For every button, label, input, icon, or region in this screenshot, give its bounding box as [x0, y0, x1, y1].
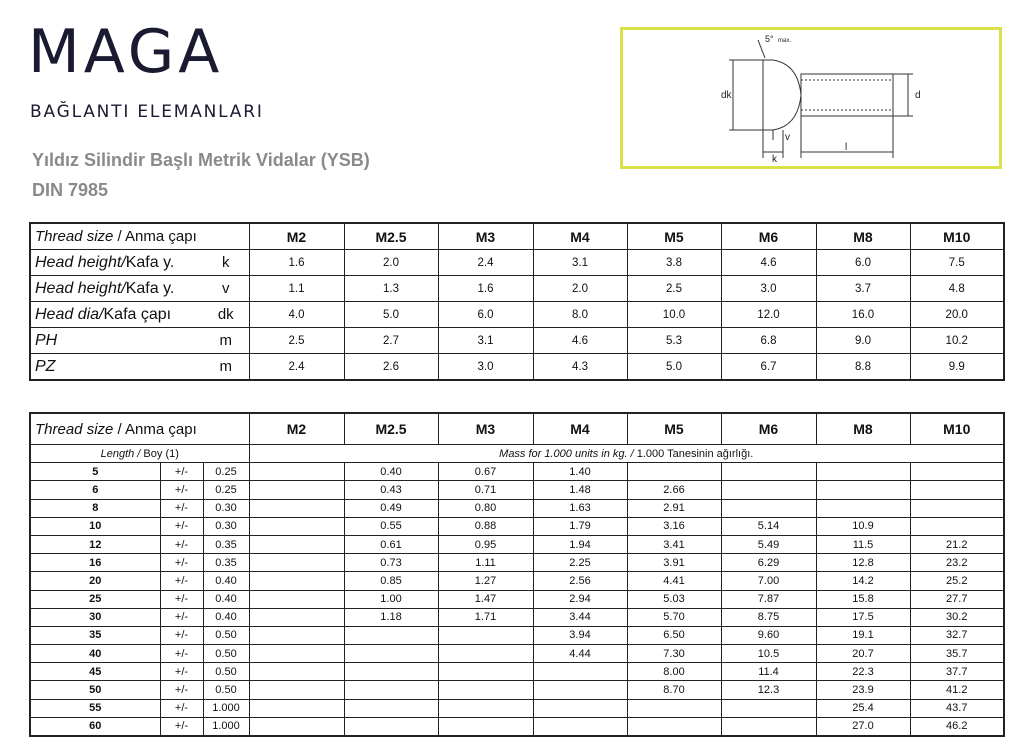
mass-value: 3.91 [627, 554, 721, 572]
mass-value [438, 663, 533, 681]
tolerance-sign: +/- [160, 681, 203, 699]
mass-value: 19.1 [816, 626, 910, 644]
mass-value: 0.88 [438, 517, 533, 535]
mass-value [721, 499, 816, 517]
mass-value: 4.44 [533, 645, 627, 663]
dimension-symbol: k [203, 250, 249, 276]
dk-label: dk [721, 90, 732, 101]
length-mass-label-row [30, 445, 1004, 463]
mass-value: 23.9 [816, 681, 910, 699]
dimension-value: 3.0 [438, 354, 533, 381]
dimension-value: 6.0 [816, 250, 910, 276]
size-header: M4 [533, 413, 627, 445]
length-value: 6 [30, 481, 160, 499]
dimension-value: 1.6 [249, 250, 344, 276]
mass-value [438, 626, 533, 644]
dimension-value: 10.0 [627, 302, 721, 328]
dimension-row [30, 354, 1004, 381]
length-value: 20 [30, 572, 160, 590]
mass-value: 35.7 [910, 645, 1004, 663]
tolerance-sign: +/- [160, 535, 203, 553]
mass-value: 10.9 [816, 517, 910, 535]
mass-value [627, 717, 721, 736]
dimension-value: 6.8 [721, 328, 816, 354]
mass-value: 11.4 [721, 663, 816, 681]
tolerance-value: 0.50 [203, 645, 249, 663]
dimension-value: 2.7 [344, 328, 438, 354]
mass-value: 12.3 [721, 681, 816, 699]
tolerance-sign: +/- [160, 663, 203, 681]
mass-value: 37.7 [910, 663, 1004, 681]
length-value: 25 [30, 590, 160, 608]
dimension-label-tr: Kafa çapı [103, 305, 172, 323]
mass-value: 2.91 [627, 499, 721, 517]
mass-value [533, 699, 627, 717]
tolerance-value: 1.000 [203, 717, 249, 736]
mass-value [249, 481, 344, 499]
tolerance-value: 0.40 [203, 572, 249, 590]
tolerance-value: 0.25 [203, 481, 249, 499]
mass-value: 1.79 [533, 517, 627, 535]
tolerance-value: 0.50 [203, 681, 249, 699]
mass-value: 0.43 [344, 481, 438, 499]
tolerance-value: 0.30 [203, 517, 249, 535]
dimension-value: 3.8 [627, 250, 721, 276]
mass-value: 5.49 [721, 535, 816, 553]
mass-row [30, 535, 1004, 553]
mass-value [344, 626, 438, 644]
mass-value [816, 481, 910, 499]
mass-value [438, 645, 533, 663]
mass-value [344, 681, 438, 699]
dimension-value: 3.7 [816, 276, 910, 302]
dimension-label [30, 276, 203, 302]
length-value: 12 [30, 535, 160, 553]
mass-value: 0.61 [344, 535, 438, 553]
screw-diagram [620, 27, 1002, 169]
size-header: M2.5 [344, 413, 438, 445]
dimension-row [30, 250, 1004, 276]
mass-value [344, 717, 438, 736]
length-value: 45 [30, 663, 160, 681]
length-label-en: Length / [100, 447, 141, 460]
mass-value: 2.94 [533, 590, 627, 608]
dimension-label [30, 250, 203, 276]
l-label: l [845, 142, 848, 153]
dimension-value: 2.6 [344, 354, 438, 381]
dimension-value: 8.0 [533, 302, 627, 328]
size-header: M8 [816, 413, 910, 445]
mass-row [30, 626, 1004, 644]
dimension-value: 2.0 [344, 250, 438, 276]
mass-value [249, 499, 344, 517]
tolerance-value: 0.30 [203, 499, 249, 517]
mass-value: 0.55 [344, 517, 438, 535]
size-header: M3 [438, 413, 533, 445]
mass-value [344, 699, 438, 717]
mass-row [30, 463, 1004, 481]
mass-value: 25.2 [910, 572, 1004, 590]
dimension-label-en: Head height/ [35, 253, 126, 271]
mass-row [30, 554, 1004, 572]
mass-row [30, 681, 1004, 699]
mass-value [249, 590, 344, 608]
mass-value: 17.5 [816, 608, 910, 626]
screw-drawing [623, 30, 999, 166]
k-label: k [772, 154, 777, 165]
mass-value: 23.2 [910, 554, 1004, 572]
dimension-symbol: dk [203, 302, 249, 328]
dimension-label-en: PH [35, 331, 58, 349]
dimension-value: 4.6 [721, 250, 816, 276]
mass-value: 7.87 [721, 590, 816, 608]
tolerance-value: 0.25 [203, 463, 249, 481]
mass-value: 22.3 [816, 663, 910, 681]
mass-row [30, 699, 1004, 717]
mass-row [30, 608, 1004, 626]
size-header: M2.5 [344, 223, 438, 250]
dimension-value: 9.9 [910, 354, 1004, 381]
tolerance-value: 1.000 [203, 699, 249, 717]
dimension-value: 12.0 [721, 302, 816, 328]
mass-value: 4.41 [627, 572, 721, 590]
length-value: 60 [30, 717, 160, 736]
mass-value: 3.44 [533, 608, 627, 626]
mass-value [249, 681, 344, 699]
mass-value [249, 572, 344, 590]
mass-value: 27.0 [816, 717, 910, 736]
tolerance-value: 0.50 [203, 626, 249, 644]
length-value: 40 [30, 645, 160, 663]
dimension-value: 4.3 [533, 354, 627, 381]
mass-value: 21.2 [910, 535, 1004, 553]
mass-value: 1.27 [438, 572, 533, 590]
mass-row [30, 590, 1004, 608]
mass-value: 5.70 [627, 608, 721, 626]
mass-value [533, 663, 627, 681]
mass-value: 0.85 [344, 572, 438, 590]
mass-value: 1.18 [344, 608, 438, 626]
mass-label-tr: 1.000 Tanesinin ağırlığı. [633, 447, 754, 460]
length-value: 16 [30, 554, 160, 572]
angle-label: 5° [765, 34, 774, 44]
size-header: M10 [910, 223, 1004, 250]
mass-value: 25.4 [816, 699, 910, 717]
dimension-value: 8.8 [816, 354, 910, 381]
dimension-label-tr: Kafa y. [125, 279, 175, 297]
mass-value [249, 717, 344, 736]
standard-label: DIN 7985 [32, 180, 109, 200]
mass-value: 20.7 [816, 645, 910, 663]
mass-value: 5.03 [627, 590, 721, 608]
mass-value: 7.30 [627, 645, 721, 663]
dimensions-header-row [30, 223, 1004, 250]
mass-value: 1.11 [438, 554, 533, 572]
mass-value: 27.7 [910, 590, 1004, 608]
mass-value [249, 535, 344, 553]
mass-value [533, 681, 627, 699]
dimension-label [30, 328, 203, 354]
tolerance-sign: +/- [160, 590, 203, 608]
mass-value [816, 463, 910, 481]
length-value: 10 [30, 517, 160, 535]
size-header: M6 [721, 223, 816, 250]
size-header: M6 [721, 413, 816, 445]
dimension-value: 7.5 [910, 250, 1004, 276]
mass-value: 2.66 [627, 481, 721, 499]
mass-value: 8.00 [627, 663, 721, 681]
tolerance-sign: +/- [160, 608, 203, 626]
mass-value [910, 481, 1004, 499]
length-value: 8 [30, 499, 160, 517]
dimension-row [30, 276, 1004, 302]
dimension-label-en: Head dia/ [35, 305, 104, 323]
brand-subtitle: BAĞLANTI ELEMANLARI [30, 102, 264, 122]
dimension-value: 2.4 [249, 354, 344, 381]
mass-value: 3.16 [627, 517, 721, 535]
dimension-label [30, 354, 203, 381]
thread-size-label-tr: / Anma çapı [113, 228, 197, 245]
dimension-value: 4.8 [910, 276, 1004, 302]
mass-value: 10.5 [721, 645, 816, 663]
thread-size-label: Thread size [35, 420, 114, 438]
dimension-value: 2.5 [249, 328, 344, 354]
mass-value: 0.67 [438, 463, 533, 481]
size-header: M3 [438, 223, 533, 250]
mass-value [910, 517, 1004, 535]
dimension-value: 2.0 [533, 276, 627, 302]
mass-value [249, 663, 344, 681]
dimension-symbol: v [203, 276, 249, 302]
mass-value: 2.25 [533, 554, 627, 572]
mass-value [249, 517, 344, 535]
dimension-value: 1.3 [344, 276, 438, 302]
mass-row [30, 645, 1004, 663]
tolerance-sign: +/- [160, 645, 203, 663]
mass-value [249, 645, 344, 663]
mass-value [627, 699, 721, 717]
dimension-label-tr: Kafa y. [125, 253, 175, 271]
length-value: 5 [30, 463, 160, 481]
mass-value: 2.56 [533, 572, 627, 590]
mass-value [438, 699, 533, 717]
mass-value [344, 645, 438, 663]
size-header: M4 [533, 223, 627, 250]
thread-size-label-tr: / Anma çapı [113, 420, 197, 438]
dimension-symbol: m [203, 328, 249, 354]
dimension-symbol: m [203, 354, 249, 381]
mass-value [721, 463, 816, 481]
tolerance-value: 0.50 [203, 663, 249, 681]
length-value: 50 [30, 681, 160, 699]
dimension-value: 5.0 [627, 354, 721, 381]
mass-value [344, 663, 438, 681]
thread-size-header [30, 223, 249, 250]
screw-head [763, 60, 801, 130]
length-value: 35 [30, 626, 160, 644]
tolerance-sign: +/- [160, 699, 203, 717]
mass-value [249, 699, 344, 717]
dimension-value: 16.0 [816, 302, 910, 328]
mass-value: 1.00 [344, 590, 438, 608]
dimension-value: 5.0 [344, 302, 438, 328]
dimension-value: 5.3 [627, 328, 721, 354]
mass-value: 1.71 [438, 608, 533, 626]
mass-value [438, 717, 533, 736]
tolerance-sign: +/- [160, 626, 203, 644]
dimension-value: 6.0 [438, 302, 533, 328]
mass-label-en: Mass for 1.000 units in kg. / [499, 447, 634, 460]
mass-value: 0.71 [438, 481, 533, 499]
mass-header-row [30, 413, 1004, 445]
mass-value [816, 499, 910, 517]
v-label: v [785, 132, 790, 143]
mass-table [29, 412, 1005, 737]
length-value: 55 [30, 699, 160, 717]
mass-value: 0.95 [438, 535, 533, 553]
mass-value: 30.2 [910, 608, 1004, 626]
dimension-value: 3.1 [438, 328, 533, 354]
mass-value [721, 481, 816, 499]
mass-value [533, 717, 627, 736]
mass-row [30, 717, 1004, 736]
mass-row [30, 481, 1004, 499]
mass-value: 9.60 [721, 626, 816, 644]
brand-logo: MAGA [28, 17, 224, 87]
mass-value [721, 699, 816, 717]
mass-value: 8.75 [721, 608, 816, 626]
mass-value: 5.14 [721, 517, 816, 535]
angle-note: max. [778, 38, 792, 44]
mass-value [249, 626, 344, 644]
mass-value [627, 463, 721, 481]
dimension-label-en: Head height/ [35, 279, 126, 297]
size-header: M5 [627, 413, 721, 445]
mass-value: 46.2 [910, 717, 1004, 736]
length-value: 30 [30, 608, 160, 626]
size-header: M2 [249, 223, 344, 250]
thread-size-label: Thread size [35, 228, 114, 245]
mass-value: 32.7 [910, 626, 1004, 644]
mass-value [249, 554, 344, 572]
mass-value: 1.40 [533, 463, 627, 481]
length-label [30, 445, 249, 463]
dimension-label-en: PZ [35, 357, 56, 375]
mass-value: 1.63 [533, 499, 627, 517]
page-title: Yıldız Silindir Başlı Metrik Vidalar (YSB) [32, 150, 370, 170]
mass-row [30, 499, 1004, 517]
size-header: M10 [910, 413, 1004, 445]
length-label-tr: Boy (1) [140, 447, 179, 460]
mass-value: 0.49 [344, 499, 438, 517]
mass-value [721, 717, 816, 736]
dimension-row [30, 302, 1004, 328]
tolerance-value: 0.40 [203, 590, 249, 608]
mass-value: 6.50 [627, 626, 721, 644]
size-header: M2 [249, 413, 344, 445]
dimension-value: 10.2 [910, 328, 1004, 354]
dimension-value: 4.0 [249, 302, 344, 328]
dimension-value: 3.1 [533, 250, 627, 276]
mass-value: 0.40 [344, 463, 438, 481]
mass-value: 41.2 [910, 681, 1004, 699]
mass-value: 8.70 [627, 681, 721, 699]
mass-value: 0.80 [438, 499, 533, 517]
mass-value: 1.48 [533, 481, 627, 499]
dimension-label [30, 302, 203, 328]
tolerance-sign: +/- [160, 717, 203, 736]
mass-row [30, 663, 1004, 681]
mass-value: 15.8 [816, 590, 910, 608]
tolerance-sign: +/- [160, 463, 203, 481]
tolerance-sign: +/- [160, 554, 203, 572]
mass-value: 12.8 [816, 554, 910, 572]
mass-value [910, 499, 1004, 517]
dimension-row [30, 328, 1004, 354]
dimension-value: 3.0 [721, 276, 816, 302]
d-label: d [915, 90, 921, 101]
dimension-value: 1.6 [438, 276, 533, 302]
dimension-value: 9.0 [816, 328, 910, 354]
mass-value: 0.73 [344, 554, 438, 572]
size-header: M8 [816, 223, 910, 250]
mass-row [30, 572, 1004, 590]
tolerance-sign: +/- [160, 481, 203, 499]
tolerance-value: 0.35 [203, 535, 249, 553]
mass-value: 1.94 [533, 535, 627, 553]
tolerance-sign: +/- [160, 499, 203, 517]
mass-value: 1.47 [438, 590, 533, 608]
size-header: M5 [627, 223, 721, 250]
tolerance-value: 0.40 [203, 608, 249, 626]
dimension-value: 4.6 [533, 328, 627, 354]
mass-value: 7.00 [721, 572, 816, 590]
dimension-value: 20.0 [910, 302, 1004, 328]
dimension-value: 1.1 [249, 276, 344, 302]
mass-value [438, 681, 533, 699]
mass-value: 11.5 [816, 535, 910, 553]
mass-value: 3.41 [627, 535, 721, 553]
mass-value: 43.7 [910, 699, 1004, 717]
mass-value [910, 463, 1004, 481]
mass-value [249, 463, 344, 481]
tolerance-value: 0.35 [203, 554, 249, 572]
thread-size-header [30, 413, 249, 445]
mass-value: 3.94 [533, 626, 627, 644]
mass-value: 14.2 [816, 572, 910, 590]
mass-value: 6.29 [721, 554, 816, 572]
tolerance-sign: +/- [160, 517, 203, 535]
mass-row [30, 517, 1004, 535]
dimension-value: 6.7 [721, 354, 816, 381]
tolerance-sign: +/- [160, 572, 203, 590]
dimensions-table [29, 222, 1005, 381]
mass-label [249, 445, 1004, 463]
dimension-value: 2.5 [627, 276, 721, 302]
dimension-value: 2.4 [438, 250, 533, 276]
mass-value [249, 608, 344, 626]
